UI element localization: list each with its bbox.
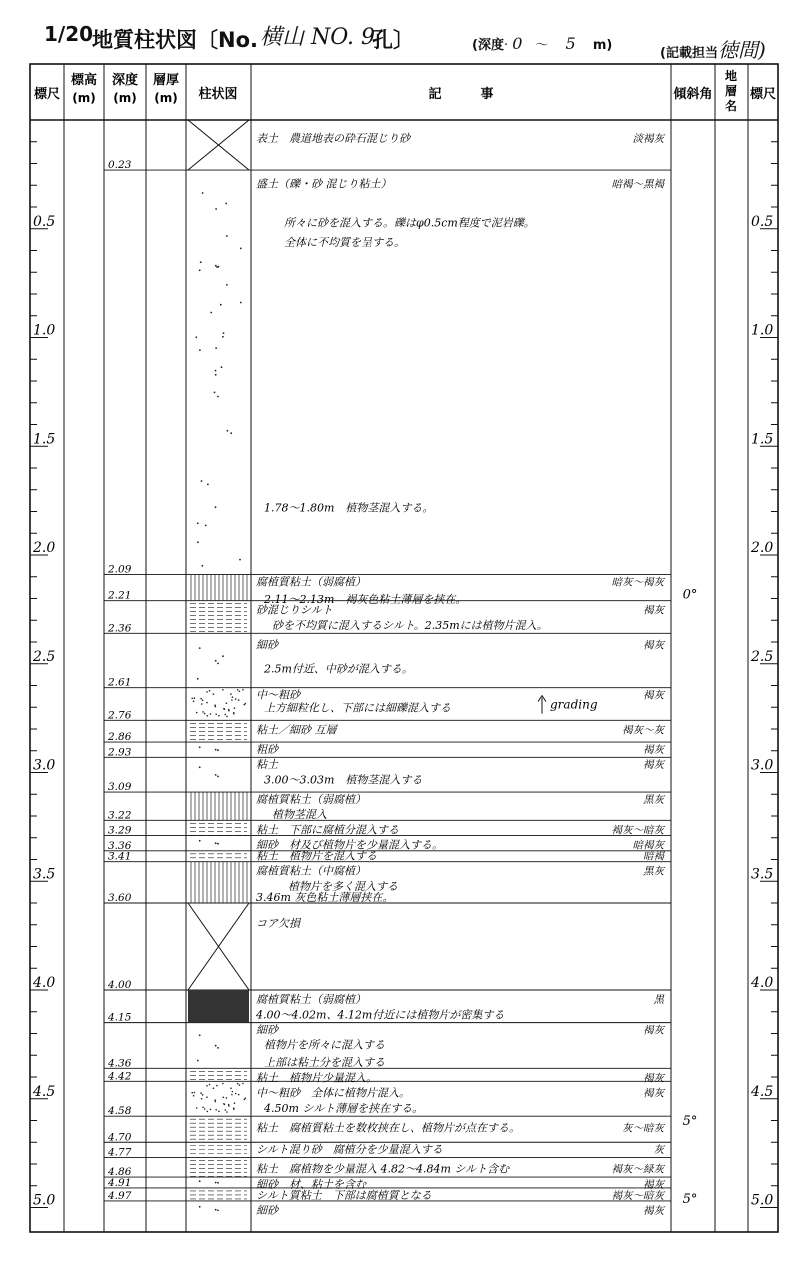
depth-label: 2.61 (108, 676, 132, 689)
layer-pattern-horiz (190, 604, 247, 632)
layer-pattern-x (188, 903, 249, 990)
depth-from: 0 (512, 34, 523, 53)
dot (206, 1096, 208, 1098)
dot (222, 689, 224, 691)
depth-label: 3.09 (108, 781, 132, 794)
depth-label: 2.21 (108, 589, 132, 602)
dot (215, 842, 217, 844)
dot (193, 1095, 195, 1097)
depth-label: 4.15 (108, 1011, 132, 1024)
dot (215, 506, 217, 508)
dot (217, 843, 219, 845)
dot (201, 480, 203, 482)
header-formation: 名 (724, 99, 738, 113)
layer-pattern-horiz (190, 823, 247, 835)
dot (199, 766, 201, 768)
header-formation: 層 (724, 84, 738, 98)
dot (215, 1101, 217, 1103)
layer-pattern-dots (199, 1180, 219, 1183)
scale-mark-left: 2.5 (33, 648, 56, 665)
dot (235, 1093, 237, 1095)
layer-pattern-horiz (190, 1145, 247, 1157)
dot (193, 700, 195, 702)
description-text: 粘土 腐植質粘土を数枚挟在し、植物片が点在する。 (256, 1121, 520, 1135)
color-text: 褐灰 (643, 1087, 664, 1100)
description-text: 粘土 植物片少量混入。 (256, 1071, 377, 1085)
dot (217, 776, 219, 778)
depth-label: 4.36 (108, 1057, 132, 1070)
header-depth-unit: (m) (113, 91, 137, 105)
description-text: 4.00～4.02m、4.12m付近には植物片が密集する (256, 1008, 505, 1022)
dot (217, 1182, 219, 1184)
bore-suffix: 孔〕 (372, 28, 414, 52)
header-description: 記 事 (428, 87, 494, 102)
header-elevation: 標高 (70, 73, 98, 88)
color-text: 灰 (653, 1144, 664, 1157)
description-text: 細砂 (256, 1204, 278, 1218)
scale-mark-right: 1.5 (751, 431, 774, 448)
color-text: 褐灰 (643, 743, 664, 756)
layer-pattern-x (188, 120, 249, 170)
dot (230, 693, 232, 695)
depth-label: 4.97 (108, 1189, 132, 1202)
header-elevation-unit: (m) (72, 91, 96, 105)
dot (206, 702, 208, 704)
dot (217, 663, 219, 665)
color-text: 淡褐灰 (632, 132, 664, 145)
depth-label: 0.23 (108, 159, 132, 172)
dot (237, 689, 239, 691)
dot (215, 374, 217, 376)
bore-number: 横山 NO. 9 (260, 25, 375, 50)
layer-pattern-dots (195, 192, 241, 567)
dot (207, 715, 209, 717)
description-text: 砂混じりシルト (256, 603, 333, 617)
person-name: 徳間) (717, 38, 766, 62)
layer-pattern-horiz (190, 854, 247, 858)
dot (239, 691, 241, 693)
scale-mark-right: 3.0 (751, 757, 774, 774)
dot (215, 706, 217, 708)
depth-label: 4.70 (108, 1131, 132, 1144)
grading-label: grading (550, 697, 598, 712)
description-text: 粘土 (256, 758, 278, 772)
column-pattern (188, 120, 249, 1211)
dot (228, 709, 230, 711)
description-text: 3.46m 灰色粘土薄層挟在。 (256, 890, 394, 904)
dot (215, 208, 217, 210)
dot (206, 1085, 208, 1087)
dot (207, 484, 209, 486)
dot (202, 711, 204, 713)
dot (213, 1087, 215, 1089)
dot (234, 1102, 236, 1104)
description-text: シルト質粘土 下部は腐植質となる (256, 1188, 432, 1202)
dot (215, 1182, 217, 1184)
dot (215, 265, 217, 267)
header-scale-left: 標尺 (33, 87, 61, 102)
dot (225, 203, 227, 205)
description-text: 粘土 植物片を混入する (256, 849, 377, 863)
description-text: 4.50m シルト薄層を挟在する。 (264, 1101, 424, 1115)
dot (202, 700, 204, 702)
description-text: 所々に砂を混入する。礫はφ0.5cm程度で泥岩礫。 (284, 216, 535, 230)
color-text: 黒灰 (643, 865, 664, 878)
dot (231, 1094, 233, 1096)
color-text: 褐灰 (643, 1178, 664, 1191)
dot (234, 707, 236, 709)
dip-value: 5° (682, 1192, 698, 1208)
dot (226, 1097, 228, 1099)
header-dip: 傾斜角 (673, 87, 713, 102)
dot (197, 541, 199, 543)
color-text: 褐灰 (643, 1205, 664, 1218)
depth-label: 4.77 (108, 1146, 132, 1159)
dot (202, 1107, 204, 1109)
description-text: 表土 農道地表の砕石混じり砂 (256, 131, 410, 145)
description-text: コア欠損 (256, 916, 300, 930)
dot (228, 1104, 230, 1106)
dot (226, 1111, 228, 1113)
dot (215, 1209, 217, 1211)
dot (199, 647, 201, 649)
dot (215, 749, 217, 751)
header-thickness-unit: (m) (154, 91, 178, 105)
dot (199, 269, 201, 271)
description-text: 粘土 下部に腐植分混入する (256, 823, 399, 837)
description-text: 腐植質粘土（中腐植） (256, 864, 366, 878)
dot (204, 1108, 206, 1110)
description-text: 中～粗砂 (256, 688, 300, 702)
color-text: 灰～暗灰 (622, 1122, 664, 1135)
dot (230, 1087, 232, 1089)
description-text: 粘土 腐植物を少量混入 4.82～4.84m シルト含む (256, 1162, 510, 1176)
dot (232, 1091, 234, 1093)
dot (210, 713, 212, 715)
dot (210, 312, 212, 314)
description-text: 腐植質粘土（弱腐植） (256, 575, 366, 589)
dot (218, 715, 220, 717)
layer-pattern-dots (199, 840, 219, 845)
dot (224, 708, 226, 710)
scale-mark-left: 5.0 (33, 1192, 56, 1209)
header-column: 柱状図 (198, 87, 238, 102)
dot (202, 192, 204, 194)
layer-pattern-dots (197, 1034, 219, 1061)
depth-unit: m) (592, 38, 613, 53)
dot (242, 689, 244, 691)
dot (197, 522, 199, 524)
dense-organic (188, 990, 249, 1023)
dot (215, 714, 217, 716)
dot (202, 1094, 204, 1096)
header-formation: 地 (724, 69, 738, 83)
header-scale-right: 標尺 (749, 87, 777, 102)
layer-pattern-vert (191, 862, 247, 903)
dot (199, 1180, 201, 1182)
dot (215, 660, 217, 662)
scale-mark-right: 2.0 (751, 540, 774, 556)
dot (222, 336, 224, 338)
color-text: 褐灰 (643, 1024, 664, 1037)
scale-mark-right: 1.0 (751, 322, 774, 339)
description-text: 全体に不均質を呈する。 (284, 236, 405, 250)
description-text: 腐植質粘土（弱腐植） (256, 792, 366, 806)
dot (209, 1084, 211, 1086)
layer-pattern-dots (199, 746, 219, 751)
dot (235, 698, 237, 700)
dot (223, 1097, 225, 1099)
layer-pattern-horiz (190, 1191, 247, 1199)
header-depth: 深度 (111, 73, 139, 88)
dot (210, 1109, 212, 1111)
dot (226, 702, 228, 704)
dot (197, 1060, 199, 1062)
scale-mark-left: 4.5 (33, 1083, 56, 1100)
description-text: 砂を不均質に混入するシルト。2.35mには植物片混入。 (272, 618, 548, 632)
layer-pattern-horiz (190, 723, 247, 739)
dot (233, 713, 235, 715)
color-text: 暗褐灰 (632, 839, 664, 852)
dot (214, 704, 216, 706)
dot (239, 559, 241, 561)
description-text: 植物片を多く混入する (288, 879, 398, 893)
dot (191, 1092, 193, 1094)
description-text: シルト混り砂 腐植分を少量混入する (256, 1143, 443, 1157)
dot (191, 698, 193, 700)
dot (200, 261, 202, 263)
depth-label: 4.86 (108, 1166, 132, 1179)
dot (226, 284, 228, 286)
dot (217, 749, 219, 751)
depth-label: 4.00 (108, 979, 132, 991)
depth-range: (深度· 0 ～ 5 m) (472, 34, 613, 53)
dot (240, 248, 242, 250)
scale-mark-left: 1.5 (33, 431, 56, 448)
color-text: 褐灰～暗灰 (611, 1189, 664, 1202)
dot (215, 347, 217, 349)
dot (196, 1107, 198, 1109)
depth-label: 3.41 (108, 850, 132, 863)
dot (194, 1092, 196, 1094)
dot (199, 840, 201, 842)
color-text: 暗灰～褐灰 (611, 576, 664, 589)
dot (197, 678, 199, 680)
layer-pattern-dense (191, 1083, 246, 1113)
depth-label: 2.36 (108, 622, 132, 635)
person-label: (記載担当 (660, 46, 718, 61)
scale-mark-right: 0.5 (751, 213, 774, 230)
dot (200, 1092, 202, 1094)
dot (201, 703, 203, 705)
dot (215, 1109, 217, 1111)
dot (224, 1104, 226, 1106)
description-text: 細砂 材、粘土を含む (256, 1177, 366, 1191)
dot (238, 1094, 240, 1096)
scale-mark-right: 4.0 (751, 975, 774, 991)
dot (196, 712, 198, 714)
description-text: 中～粗砂 全体に植物片混入。 (256, 1086, 410, 1100)
description-text: 粘土／細砂 互層 (256, 723, 337, 737)
dot (199, 1034, 201, 1036)
description-text: 植物片を所々に混入する (264, 1038, 385, 1052)
color-text: 褐灰 (643, 689, 664, 702)
dot (215, 1045, 217, 1047)
description-text: 3.00～3.03m 植物茎混入する (264, 773, 423, 787)
dot (217, 1210, 219, 1212)
dot (218, 1111, 220, 1113)
dot (199, 746, 201, 748)
dot (225, 1109, 227, 1111)
scale-mark-left: 4.0 (33, 975, 56, 991)
dot (213, 693, 215, 695)
scale-mark-right: 3.5 (751, 866, 774, 883)
description-text: 細砂 (256, 1023, 278, 1037)
color-text: 暗褐～黒褐 (611, 178, 664, 191)
scale-mark-right: 4.5 (751, 1083, 774, 1100)
dot (205, 525, 207, 527)
scale-mark-left: 3.0 (33, 757, 56, 774)
scale-mark-left: 1.0 (33, 322, 56, 339)
description-text: 細砂 (256, 638, 278, 652)
dot (201, 565, 203, 567)
dot (199, 349, 201, 351)
dot (214, 392, 216, 394)
dot (200, 698, 202, 700)
dot (245, 1097, 247, 1099)
color-text: 黒 (653, 994, 664, 1007)
depth-label: 2.93 (108, 746, 132, 759)
dot (225, 714, 227, 716)
depth-label: (深度 (472, 38, 504, 53)
description-text: 1.78～1.80m 植物茎混入する。 (264, 501, 434, 515)
dot (195, 336, 197, 338)
column-headers (34, 68, 776, 113)
color-text: 褐灰～緑灰 (611, 1163, 664, 1176)
dot (222, 1083, 224, 1085)
depth-label: 3.60 (108, 892, 132, 904)
description-text: 上部は粘土分を混入する (264, 1056, 385, 1070)
dot (231, 699, 233, 701)
description-text: 腐植質粘土（弱腐植） (256, 993, 366, 1007)
layer-pattern-dots (197, 647, 224, 680)
layer-pattern-vert (191, 575, 247, 601)
dot (245, 703, 247, 705)
depth-label: 4.42 (108, 1070, 132, 1083)
scale-ratio: 1/20 (44, 22, 94, 46)
scale-mark-left: 0.5 (33, 213, 56, 230)
layer-pattern-horiz (190, 1071, 247, 1079)
dot (206, 691, 208, 693)
description-text: 2.11～2.13m 褐灰色粘土薄層を挟在。 (264, 592, 467, 606)
dot (209, 690, 211, 692)
dot (199, 1206, 201, 1208)
dot (226, 235, 228, 237)
dot (226, 716, 228, 718)
dot (221, 366, 223, 368)
color-text: 褐灰 (643, 759, 664, 772)
description-text: 上方細粒化し、下部には細礫混入する (264, 701, 451, 715)
scale-mark-left: 3.5 (33, 866, 56, 883)
description-text: 細砂 材及び植物片を少量混入する。 (256, 838, 443, 852)
description-text: 植物茎混入 (272, 808, 327, 822)
layer-pattern-black (188, 990, 249, 1023)
depth-label: 2.76 (108, 709, 132, 722)
description-text: 盛土（礫・砂 混じり粘土） (256, 177, 392, 191)
dot (239, 1084, 241, 1086)
dot (204, 713, 206, 715)
scale-mark-right: 2.5 (751, 648, 774, 665)
depth-label: 4.58 (108, 1105, 132, 1118)
dot (216, 1085, 218, 1087)
dot (194, 697, 196, 699)
dot (232, 696, 234, 698)
color-text: 褐灰 (643, 1072, 664, 1085)
sheet-title: 地質柱状図〔No. (92, 28, 258, 52)
dot (244, 1099, 246, 1101)
dot (215, 370, 217, 372)
depth-label: 2.86 (108, 731, 132, 744)
dot (242, 1083, 244, 1085)
depth-label: 2.09 (108, 563, 132, 576)
color-text: 褐灰 (643, 604, 664, 617)
dot (223, 332, 225, 334)
dot (220, 304, 222, 306)
scale-mark-left: 2.0 (33, 540, 56, 556)
depth-label: 3.22 (108, 809, 132, 822)
color-text: 褐灰 (643, 639, 664, 652)
layer-pattern-vert (191, 792, 247, 820)
dot (215, 774, 217, 776)
color-text: 暗褐 (643, 850, 664, 863)
description-text: 2.5m付近、中砂が混入する。 (264, 662, 413, 676)
dot (201, 1098, 203, 1100)
dot (227, 430, 229, 432)
dip-value: 0° (682, 587, 698, 603)
color-text: 褐灰～暗灰 (611, 824, 664, 837)
layer-pattern-horiz (190, 1119, 247, 1139)
color-text: 黒灰 (643, 793, 664, 806)
dot (237, 1083, 239, 1085)
dot (217, 396, 219, 398)
depth-label: 4.91 (108, 1176, 132, 1189)
header-thickness: 層厚 (152, 73, 180, 88)
layer-pattern-dense (191, 689, 246, 717)
dip-value: 5° (682, 1113, 698, 1129)
log-text (255, 132, 697, 1217)
scale-mark-right: 5.0 (751, 1192, 774, 1209)
dot (233, 1108, 235, 1110)
dot (240, 302, 242, 304)
color-text: 褐灰～灰 (622, 724, 664, 737)
dot (216, 266, 218, 268)
dot (217, 1047, 219, 1049)
dot (222, 655, 224, 657)
dot (214, 1099, 216, 1101)
depth-label: 3.36 (108, 839, 132, 852)
dot (230, 432, 232, 434)
layer-pattern-horiz (190, 1160, 247, 1176)
layer-pattern-dots (199, 766, 219, 777)
dot (238, 699, 240, 701)
layer-pattern-dots (199, 1206, 219, 1211)
description-text: 粗砂 (256, 742, 278, 756)
depth-to: 5 (565, 34, 576, 53)
depth-label: 3.29 (108, 824, 132, 837)
dot (207, 1111, 209, 1113)
